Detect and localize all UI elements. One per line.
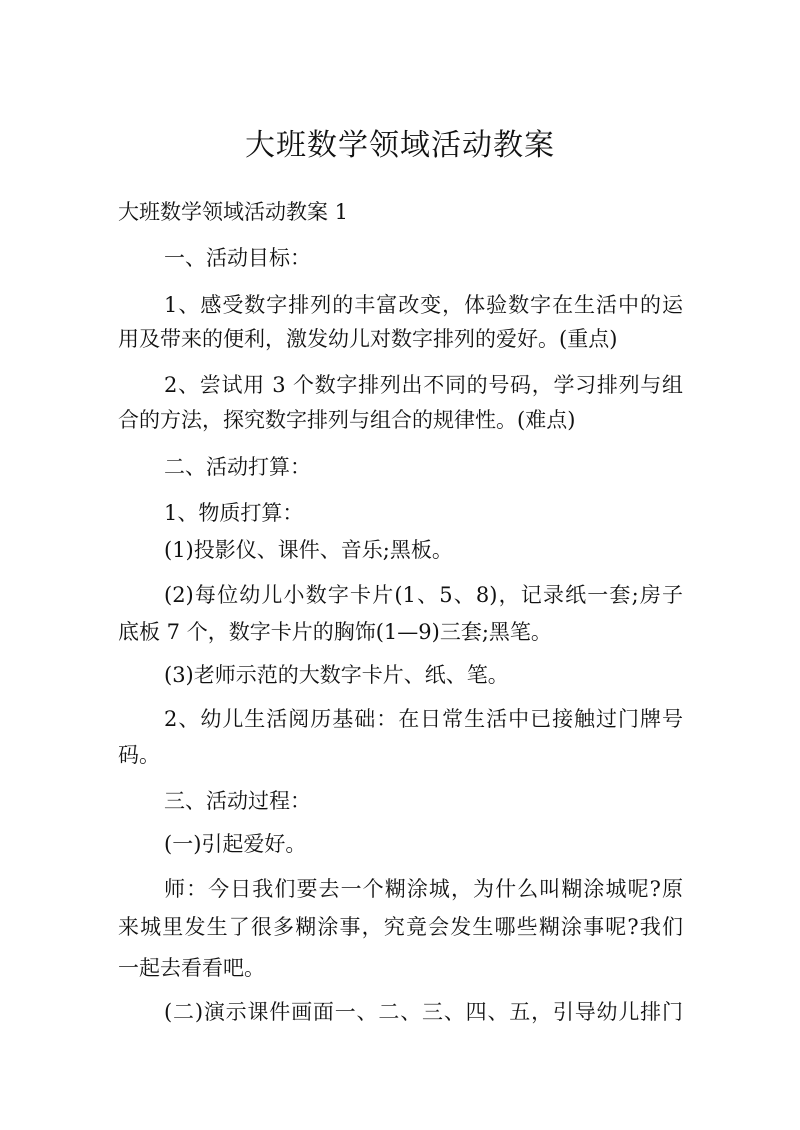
paragraph-line: 2、幼儿生活阅历基础：在日常生活中已接触过门牌号: [164, 707, 683, 731]
paragraph-line: (3)老师示范的大数字卡片、纸、笔。: [164, 663, 509, 687]
paragraph-line: 来城里发生了很多糊涂事，究竟会发生哪些糊涂事呢?我们: [118, 915, 683, 939]
paragraph-line: 一、活动目标：: [164, 246, 311, 270]
paragraph-line: 2、尝试用 3 个数字排列出不同的号码，学习排列与组: [164, 373, 683, 397]
paragraph-line: (二)演示课件画面一、二、三、四、五，引导幼儿排门: [164, 1000, 683, 1024]
paragraph-line: (2)每位幼儿小数字卡片(1、5、8)，记录纸一套;房子: [164, 583, 683, 607]
paragraph-line: (1)投影仪、课件、音乐;黑板。: [164, 538, 453, 562]
paragraph-line: 一起去看看吧。: [118, 956, 265, 980]
paragraph-line: 1、物质打算：: [164, 501, 304, 525]
paragraph-line: 1、感受数字排列的丰富改变，体验数字在生活中的运: [164, 293, 683, 317]
paragraph-line: 用及带来的便利，激发幼儿对数字排列的爱好。(重点): [118, 327, 618, 351]
section-heading: 大班数学领域活动教案 1: [118, 200, 349, 224]
paragraph-line: 二、活动打算：: [164, 455, 311, 479]
document-title: 大班数学领域活动教案: [245, 128, 555, 163]
paragraph-line: (一)引起爱好。: [164, 832, 307, 856]
paragraph-line: 师：今日我们要去一个糊涂城，为什么叫糊涂城呢?原: [164, 877, 683, 901]
paragraph-line: 码。: [118, 743, 160, 767]
paragraph-line: 三、活动过程：: [164, 789, 311, 813]
paragraph-line: 底板 7 个，数字卡片的胸饰(1—9)三套;黑笔。: [118, 620, 552, 644]
paragraph-line: 合的方法，探究数字排列与组合的规律性。(难点): [118, 408, 576, 432]
